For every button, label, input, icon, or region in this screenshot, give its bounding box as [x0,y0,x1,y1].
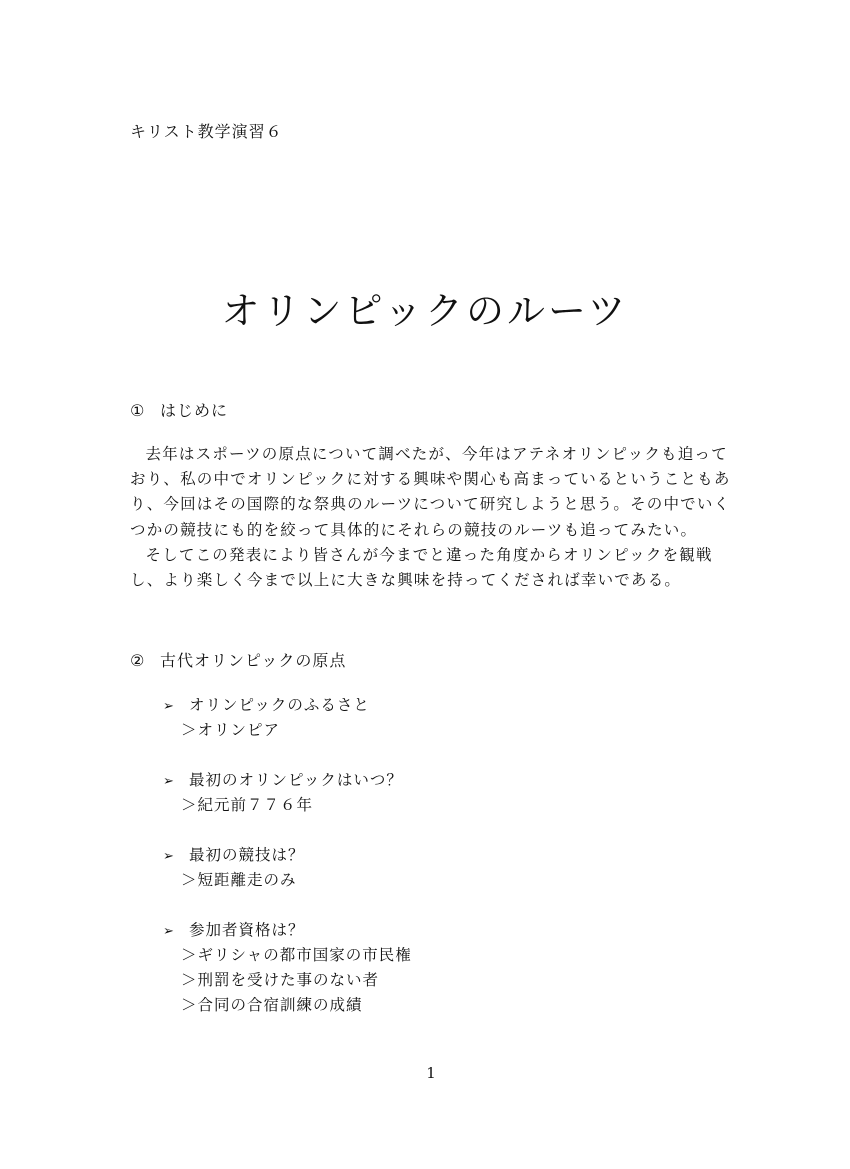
page-number: 1 [426,1064,436,1082]
document-title: オリンピックのルーツ [221,289,629,333]
question-text: 参加者資格は？ [189,921,305,939]
qa-question [163,918,412,943]
qa-answer: ＞合同の合宿訓練の成績 [181,996,363,1014]
qa-question [163,693,370,718]
section-number: ② [130,651,146,670]
section-heading-text: はじめに [160,401,229,420]
qa-item [163,768,403,818]
question-text: 最初の競技は？ [189,846,305,864]
qa-question [163,768,403,793]
section-number: ① [130,401,146,420]
question-text: 最初のオリンピックはいつ？ [189,771,403,789]
course-title: キリスト教学演習６ [130,122,283,141]
qa-item [163,918,412,1018]
arrow-bullet-icon: ➢ [163,924,175,939]
qa-answer: ＞刑罰を受けた事のない者 [181,971,380,989]
question-text: オリンピックのふるさと [189,696,370,714]
paragraph: そしてこの発表により皆さんが今までと違った角度からオリンピックを観戦し、より楽しく今まで以上に大きな興味を持ってくだされば幸いである。 [130,545,713,590]
arrow-bullet-icon: ➢ [163,849,175,864]
qa-answer: ＞オリンピア [181,721,281,739]
section-heading-text: 古代オリンピックの原点 [160,651,347,670]
section-heading-introduction [130,398,228,421]
section-heading-ancient-olympics [130,648,346,671]
qa-answer: ＞紀元前７７６年 [181,796,314,814]
qa-question [163,843,305,868]
qa-answer: ＞短距離走のみ [181,871,297,889]
qa-item [163,843,305,893]
qa-answer: ＞ギリシャの都市国家の市民権 [181,946,412,964]
arrow-bullet-icon: ➢ [163,774,175,789]
arrow-bullet-icon: ➢ [163,699,175,714]
qa-item [163,693,370,743]
paragraph: 去年はスポーツの原点について調べたが、今年はアテネオリンピックも迫っており、私の中でオリンピックに対する興味や関心も高まっているということもあり、今回はその国際的な祭典のルーツについて研究しようと思う。その中でいくつかの競技にも的を絞って具体的にそれらの競技のルーツも追ってみたい。 [130,445,731,539]
introduction-body [130,442,740,593]
